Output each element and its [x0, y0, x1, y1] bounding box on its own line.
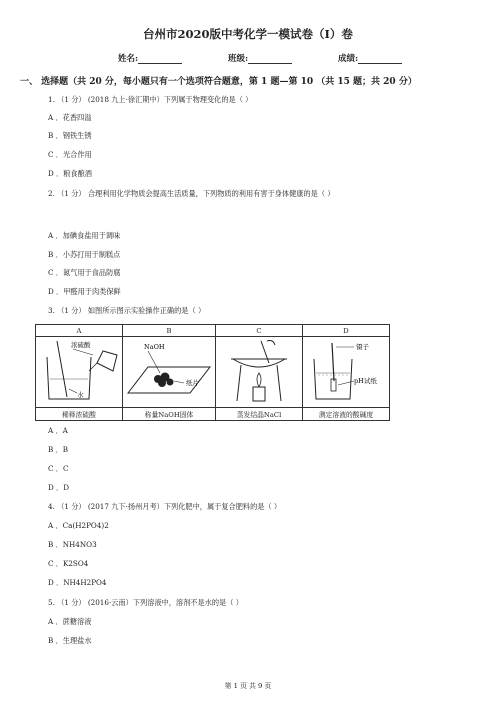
caption-b: 称量NaOH固体 — [122, 408, 215, 421]
score-label: 成绩: — [338, 54, 359, 64]
section-heading: 一、 选择题（共 20 分，每小题只有一个选项符合题意，第 1 题—第 10 （共 15 题；共 20 分） — [20, 77, 417, 87]
q5-option-b: B ．生理盐水 — [48, 636, 92, 645]
weighing-paper-illustration — [124, 337, 214, 405]
q1-option-c: C ．光合作用 — [48, 150, 92, 159]
class-label: 班级: — [228, 54, 249, 64]
table-header-a: A — [36, 325, 123, 337]
name-label: 姓名: — [118, 54, 139, 64]
question-1-stem: 1. （1 分） (2018 九上·徐汇期中）下列属于物理变化的是（ ） — [48, 95, 253, 104]
score-field — [338, 52, 402, 64]
experiment-table — [35, 324, 390, 421]
q3-option-a: A ．A — [48, 426, 68, 435]
q4-option-b: B ．NH4NO3 — [48, 540, 97, 549]
q3-option-d: D ．D — [48, 483, 69, 492]
beaker-pouring-illustration — [37, 337, 121, 405]
q4-option-a: A ．Ca(H2PO4)2 — [48, 521, 109, 530]
q2-option-d: D ．甲醛用于肉类保鲜 — [48, 287, 121, 296]
question-5-stem: 5. （1 分） (2016·云南）下列溶液中，溶剂不是水的是（ ） — [48, 598, 243, 607]
illustration-ph-test — [303, 337, 390, 408]
caption-c: 蒸发结晶NaCl — [216, 408, 303, 421]
label-paper: 纸片 — [186, 379, 199, 387]
q1-option-d: D ．粮食酿酒 — [48, 169, 92, 178]
class-blank — [248, 54, 292, 64]
illustration-dilute-acid — [36, 337, 123, 408]
page-footer: 第 1 页 共 9 页 — [224, 682, 272, 690]
class-field — [228, 52, 292, 64]
q5-option-a: A ．蔗糖溶液 — [48, 617, 92, 626]
q4-option-d: D ．NH4H2PO4 — [48, 578, 107, 587]
illustration-weigh-naoh — [122, 337, 215, 408]
page-title: 台州市2020版中考化学一模试卷（I）卷 — [143, 27, 353, 41]
caption-d: 测定溶液的酸碱度 — [303, 408, 390, 421]
table-header-b: B — [122, 325, 215, 337]
label-conc-acid: 浓硫酸 — [70, 341, 91, 349]
label-naoh: NaOH — [144, 343, 165, 351]
name-blank — [138, 54, 182, 64]
q2-option-a: A ．加碘食盐用于调味 — [48, 231, 121, 240]
score-blank — [358, 54, 402, 64]
label-tweezers: 镊子 — [356, 343, 369, 351]
question-3-stem: 3. （1 分） 如图所示图示实验操作正确的是（ ） — [48, 306, 206, 315]
question-4-stem: 4. （1 分） (2017 九下·扬州月考）下列化肥中，属于复合肥料的是（ ） — [48, 502, 282, 511]
label-ph-paper: pH试纸 — [354, 377, 377, 385]
name-field — [118, 52, 182, 64]
ph-paper-beaker-illustration — [304, 337, 388, 405]
q2-option-b: B ．小苏打用于制糕点 — [48, 250, 121, 259]
caption-a: 稀释浓硫酸 — [36, 408, 123, 421]
label-water: 水 — [76, 391, 84, 399]
q3-option-c: C ．C — [48, 464, 69, 473]
question-2-stem: 2. （1 分） 合理利用化学物质会提高生活质量，下列物质的利用有害于身体健康的是（ ） — [48, 189, 335, 198]
q1-option-b: B ．钢铁生锈 — [48, 131, 92, 140]
table-header-d: D — [303, 325, 390, 337]
q4-option-c: C ．K2SO4 — [48, 559, 89, 568]
evaporating-dish-illustration — [217, 337, 301, 405]
table-header-c: C — [216, 325, 303, 337]
q2-option-c: C ．氮气用于食品防腐 — [48, 268, 121, 277]
q3-option-b: B ．B — [48, 445, 69, 454]
q1-option-a: A ．花香四溢 — [48, 113, 92, 122]
illustration-evaporate-nacl — [216, 337, 303, 408]
